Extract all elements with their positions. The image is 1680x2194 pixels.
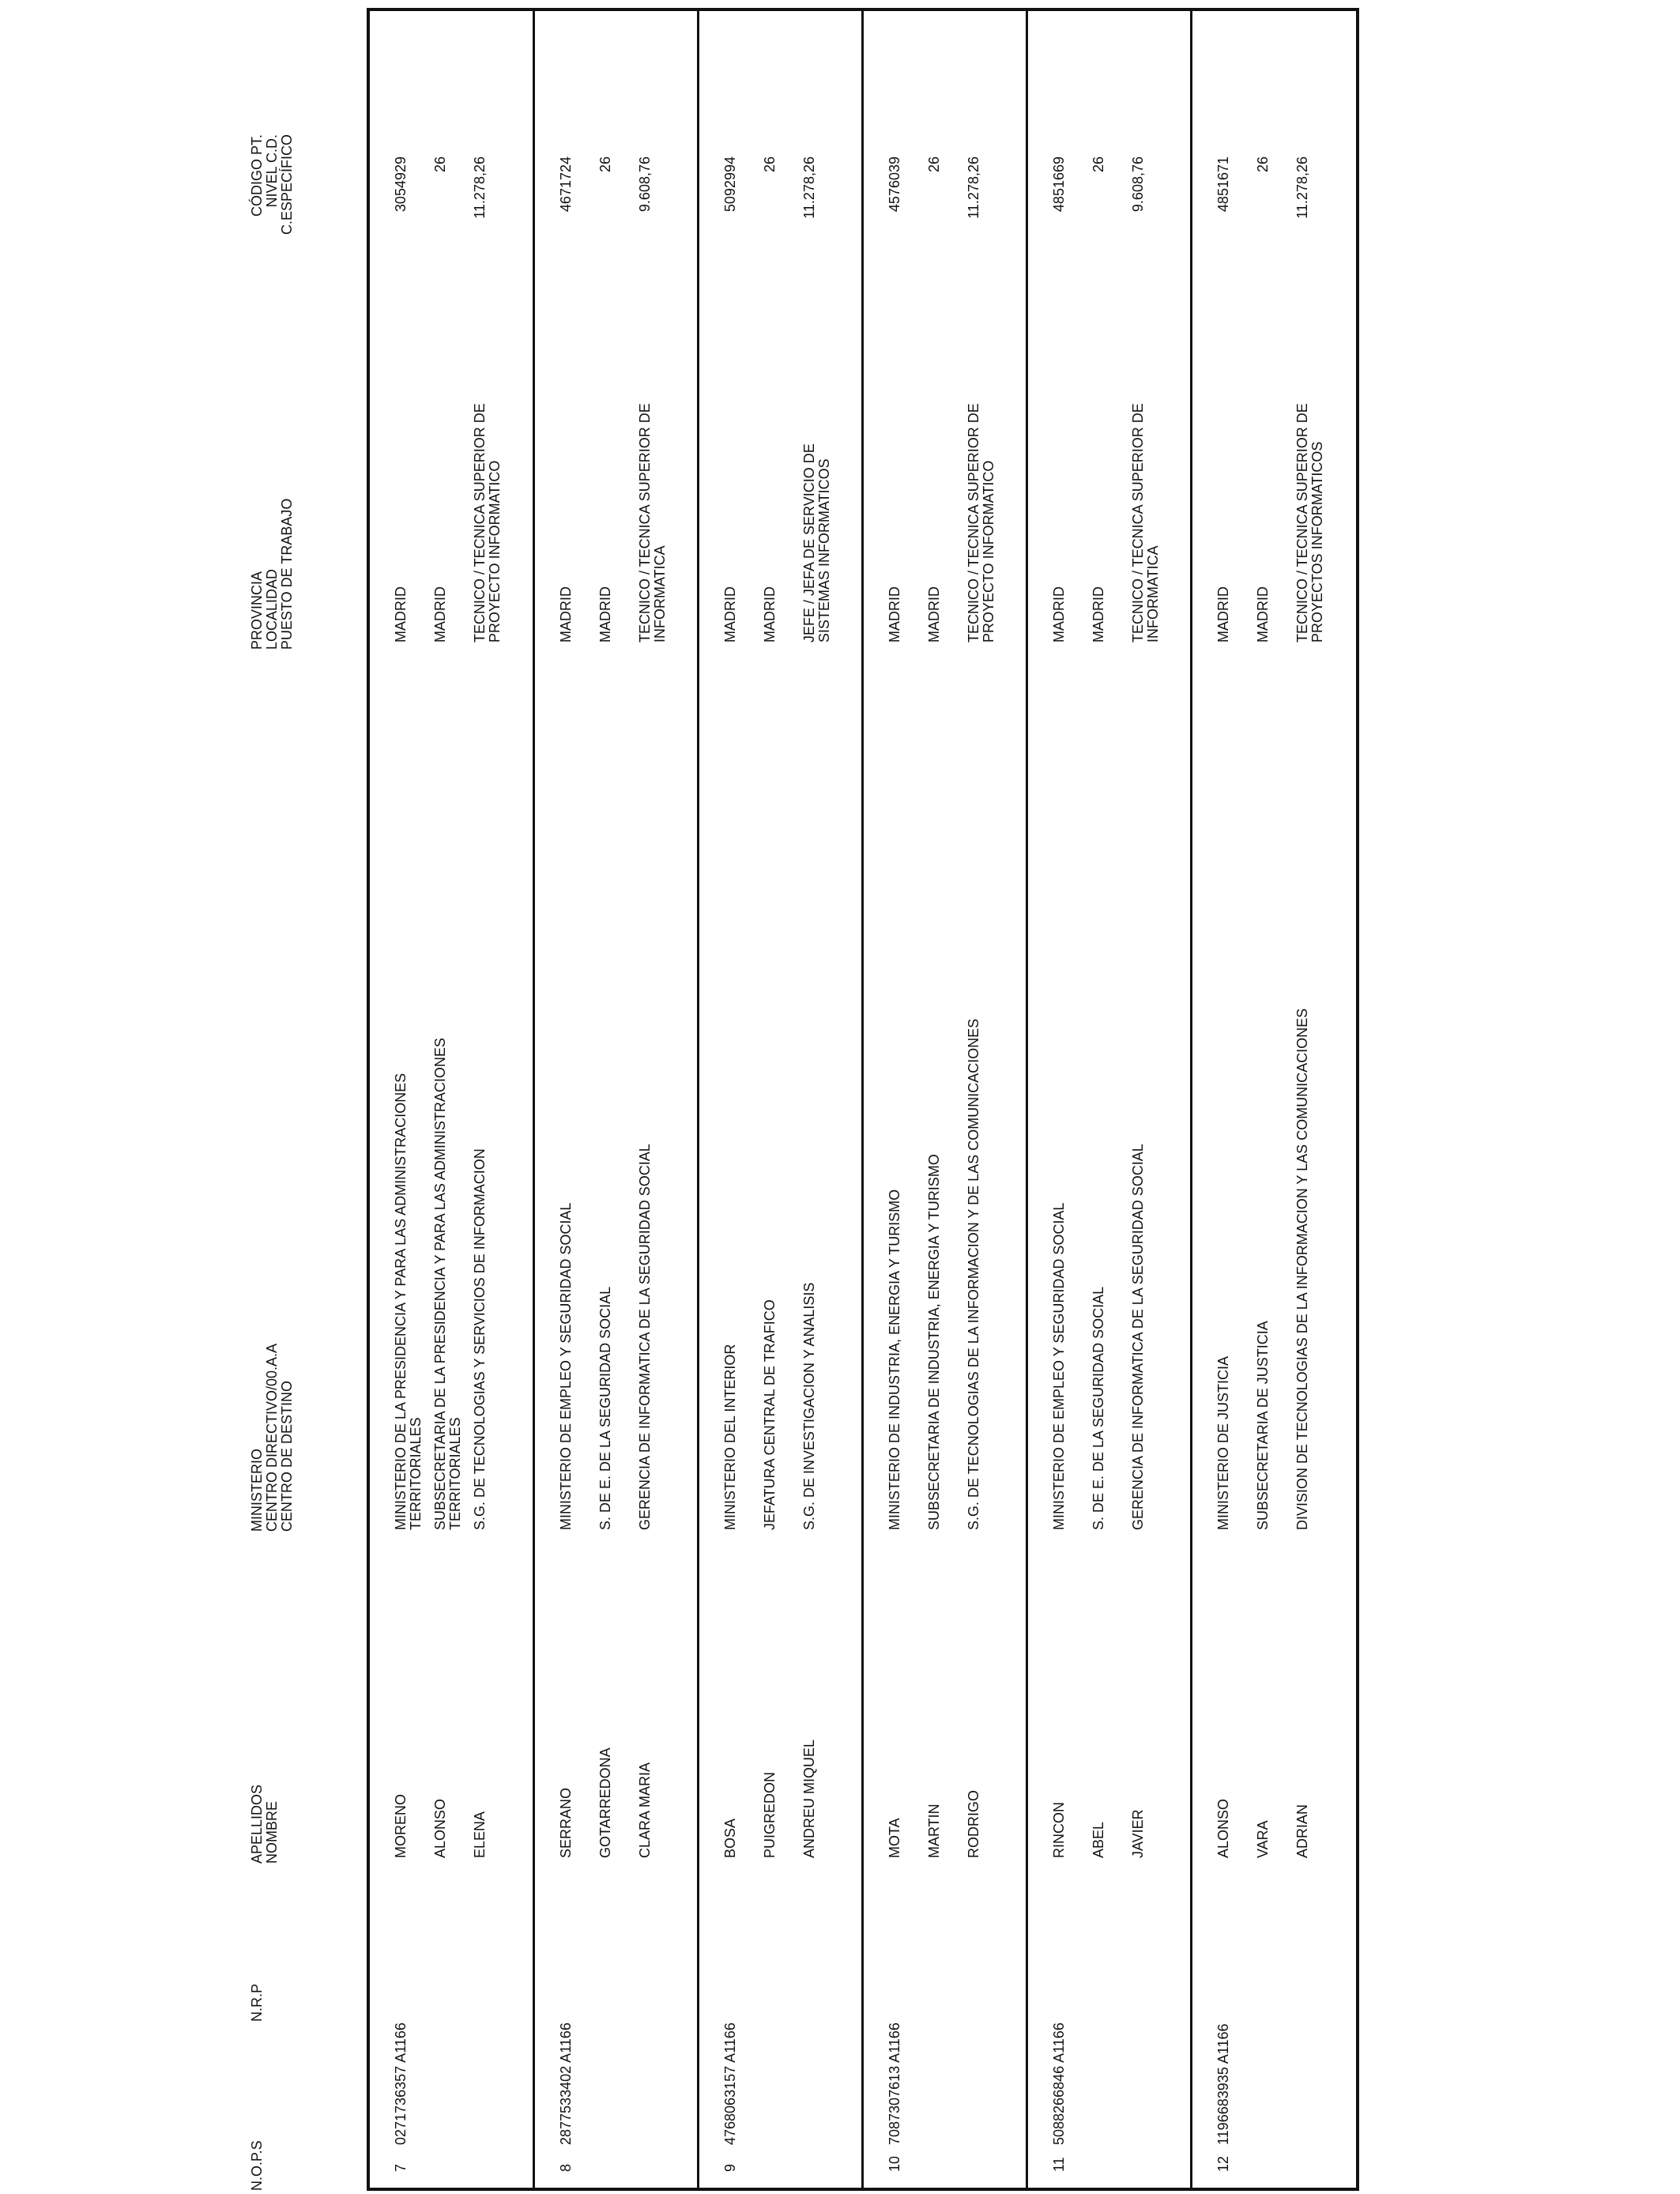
header-apellidos bbox=[250, 1785, 280, 1864]
row-puesto bbox=[638, 403, 668, 643]
row-centro-destino bbox=[802, 1283, 817, 1530]
row-puesto-line: INFORMATICA bbox=[1145, 545, 1161, 643]
row-puesto-line: PROYECTO INFORMATICO bbox=[487, 460, 503, 643]
header-puesto-line: PUESTO DE TRABAJO bbox=[279, 498, 295, 650]
row-apellido1: ALONSO bbox=[1215, 1798, 1231, 1858]
row-nombre: JAVIER bbox=[1130, 1809, 1146, 1858]
row-puesto-line: INFORMATICA bbox=[652, 545, 668, 643]
row-centro-directivo-line: TERRITORIALES bbox=[447, 1417, 463, 1530]
row-localidad: MADRID bbox=[1090, 586, 1106, 643]
row-ministerio bbox=[559, 1203, 574, 1530]
row-nops: 10 bbox=[887, 2155, 902, 2172]
row-apellido2: VARA bbox=[1255, 1820, 1271, 1858]
row-provincia: MADRID bbox=[1051, 586, 1067, 643]
row-centro-destino bbox=[473, 1148, 488, 1530]
header-provincia-line: PROVINCIA bbox=[249, 571, 265, 650]
row-provincia: MADRID bbox=[558, 586, 574, 643]
row-centro-directivo bbox=[1091, 1287, 1106, 1530]
row-puesto bbox=[1295, 403, 1325, 643]
row-provincia: MADRID bbox=[393, 586, 409, 643]
header-codigo-line: CÓDIGO PT. bbox=[249, 134, 265, 217]
row-provincia: MADRID bbox=[1215, 586, 1231, 643]
row-apellido2: PUIGREDON bbox=[762, 1771, 778, 1858]
row-apellido1: SERRANO bbox=[558, 1787, 574, 1858]
row-apellido2: ALONSO bbox=[432, 1798, 448, 1858]
row-ministerio-line: MINISTERIO DE LA PRESIDENCIA Y PARA LAS ADMINISTRACIONES bbox=[393, 1072, 409, 1530]
row-puesto-line: SISTEMAS INFORMATICOS bbox=[816, 458, 832, 643]
header-centro-directivo-line: CENTRO DIRECTIVO/00.A.A bbox=[264, 1343, 280, 1532]
row-localidad: MADRID bbox=[1255, 586, 1271, 643]
row-apellido1: RINCON bbox=[1051, 1802, 1067, 1858]
row-centro-destino bbox=[1295, 1008, 1310, 1530]
table-row bbox=[697, 11, 861, 2188]
header-nrp-label: N.R.P bbox=[249, 1983, 265, 2022]
header-ministerio bbox=[250, 1344, 295, 1532]
row-apellido2: MARTIN bbox=[926, 1804, 942, 1858]
row-centro-directivo bbox=[927, 1154, 942, 1530]
results-table bbox=[367, 8, 1359, 2191]
row-centro-directivo-line: SUBSECRETARIA DE LA PRESIDENCIA Y PARA LAS ADMINISTRACIONES bbox=[432, 1038, 448, 1530]
row-centro-directivo bbox=[1256, 1321, 1271, 1530]
header-especifico-line: C.ESPECÍFICO bbox=[279, 134, 295, 236]
header-nivel-line: NIVEL C.D. bbox=[264, 134, 280, 208]
row-ministerio-line: TERRITORIALES bbox=[408, 1417, 424, 1530]
row-nivel: 26 bbox=[762, 156, 778, 173]
row-nrp: 4768063157 A1166 bbox=[722, 2022, 738, 2145]
header-ministerio-line: MINISTERIO bbox=[249, 1448, 265, 1532]
row-centro-directivo-line: SUBSECRETARIA DE JUSTICIA bbox=[1255, 1321, 1271, 1530]
row-centro-destino-line: S.G. DE TECNOLOGIAS DE LA INFORMACION Y DE LAS COMUNICACIONES bbox=[966, 1018, 981, 1530]
row-especifico: 11.278,26 bbox=[966, 156, 981, 219]
header-nops bbox=[250, 2140, 265, 2191]
row-nops: 11 bbox=[1051, 2157, 1067, 2172]
row-ministerio bbox=[723, 1344, 738, 1530]
table-row bbox=[861, 11, 1026, 2188]
row-centro-destino bbox=[966, 1019, 981, 1530]
row-puesto-line: JEFE / JEFA DE SERVICIO DE bbox=[801, 443, 817, 643]
row-centro-destino-line: GERENCIA DE INFORMATICA DE LA SEGURIDAD SOCIAL bbox=[637, 1144, 653, 1530]
row-nops: 8 bbox=[558, 2163, 574, 2172]
row-nombre: ELENA bbox=[472, 1811, 488, 1858]
row-puesto-line: TECNICO / TECNICA SUPERIOR DE bbox=[637, 403, 653, 643]
row-codigo: 4851671 bbox=[1215, 156, 1231, 213]
row-centro-directivo bbox=[763, 1299, 778, 1530]
row-apellido1: BOSA bbox=[722, 1818, 738, 1858]
row-ministerio-line: MINISTERIO DE INDUSTRIA, ENERGIA Y TURISMO bbox=[887, 1189, 902, 1530]
row-provincia: MADRID bbox=[722, 586, 738, 643]
row-nivel: 26 bbox=[926, 156, 942, 173]
row-apellido2: ABEL bbox=[1090, 1821, 1106, 1858]
header-nops-label: N.O.P.S bbox=[249, 2140, 265, 2191]
row-codigo: 4576039 bbox=[887, 156, 902, 213]
row-puesto-line: PROYECTOS INFORMATICOS bbox=[1309, 441, 1325, 643]
row-nrp: 1196683935 A1166 bbox=[1215, 2023, 1231, 2145]
row-ministerio-line: MINISTERIO DE JUSTICIA bbox=[1215, 1355, 1231, 1530]
row-puesto bbox=[802, 443, 832, 643]
row-codigo: 5092994 bbox=[722, 156, 738, 213]
row-ministerio bbox=[394, 1073, 424, 1530]
header-nombre-line: NOMBRE bbox=[264, 1800, 280, 1864]
row-centro-directivo-line: JEFATURA CENTRAL DE TRAFICO bbox=[762, 1299, 778, 1530]
row-especifico: 9.608,76 bbox=[1130, 156, 1146, 213]
row-especifico: 11.278,26 bbox=[472, 156, 488, 219]
row-nrp: 0271736357 A1166 bbox=[393, 2022, 409, 2145]
row-centro-directivo-line: SUBSECRETARIA DE INDUSTRIA, ENERGIA Y TURISMO bbox=[926, 1154, 942, 1530]
row-puesto-line: TECNICO / TECNICA SUPERIOR DE bbox=[1294, 403, 1310, 643]
row-nivel: 26 bbox=[1090, 156, 1106, 173]
row-centro-destino bbox=[638, 1144, 653, 1530]
row-centro-directivo bbox=[433, 1038, 463, 1530]
row-centro-destino bbox=[1131, 1144, 1146, 1530]
row-centro-destino-line: S.G. DE INVESTIGACION Y ANALISIS bbox=[801, 1282, 817, 1530]
row-centro-destino-line: GERENCIA DE INFORMATICA DE LA SEGURIDAD SOCIAL bbox=[1130, 1144, 1146, 1530]
row-centro-directivo-line: S. DE E. DE LA SEGURIDAD SOCIAL bbox=[1090, 1286, 1106, 1530]
row-nombre: ANDREU MIQUEL bbox=[801, 1739, 817, 1858]
row-codigo: 4671724 bbox=[558, 156, 574, 213]
row-nops: 7 bbox=[393, 2163, 409, 2172]
row-centro-directivo-line: S. DE E. DE LA SEGURIDAD SOCIAL bbox=[597, 1286, 613, 1530]
row-apellido1: MORENO bbox=[393, 1794, 409, 1858]
row-puesto-line: PROYECTO INFORMATICO bbox=[981, 460, 996, 643]
row-nivel: 26 bbox=[432, 156, 448, 173]
row-puesto bbox=[1131, 403, 1161, 643]
row-codigo: 4851669 bbox=[1051, 156, 1067, 213]
table-row bbox=[1026, 11, 1190, 2188]
row-ministerio-line: MINISTERIO DE EMPLEO Y SEGURIDAD SOCIAL bbox=[558, 1202, 574, 1530]
row-codigo: 3054929 bbox=[393, 156, 409, 213]
header-provincia bbox=[250, 499, 295, 650]
row-puesto-line: TECNICO / TECNICA SUPERIOR DE bbox=[1130, 403, 1146, 643]
row-puesto bbox=[473, 403, 503, 643]
header-apellidos-line: APELLIDOS bbox=[249, 1784, 265, 1864]
row-ministerio-line: MINISTERIO DE EMPLEO Y SEGURIDAD SOCIAL bbox=[1051, 1202, 1067, 1530]
header-codigo bbox=[250, 134, 295, 329]
row-ministerio bbox=[887, 1189, 902, 1530]
table-row bbox=[533, 11, 697, 2188]
row-puesto-line: TECNICO / TECNICA SUPERIOR DE bbox=[472, 403, 488, 643]
row-localidad: MADRID bbox=[762, 586, 778, 643]
row-localidad: MADRID bbox=[597, 586, 613, 643]
row-localidad: MADRID bbox=[926, 586, 942, 643]
row-ministerio-line: MINISTERIO DEL INTERIOR bbox=[722, 1344, 738, 1530]
row-especifico: 11.278,26 bbox=[801, 156, 817, 219]
row-nombre: CLARA MARIA bbox=[637, 1762, 653, 1858]
row-nivel: 26 bbox=[1255, 156, 1271, 173]
row-nrp: 2877533402 A1166 bbox=[558, 2022, 574, 2145]
row-puesto-line: TECNICO / TECNICA SUPERIOR DE bbox=[966, 403, 981, 643]
header-nrp bbox=[250, 1984, 265, 2022]
row-especifico: 11.278,26 bbox=[1294, 156, 1310, 219]
row-nrp: 7087307613 A1166 bbox=[887, 2022, 902, 2145]
row-ministerio bbox=[1052, 1203, 1067, 1530]
row-nombre: RODRIGO bbox=[966, 1789, 981, 1858]
row-puesto bbox=[966, 403, 996, 643]
row-apellido2: GOTARREDONA bbox=[597, 1747, 613, 1858]
row-apellido1: MOTA bbox=[887, 1818, 902, 1858]
row-nivel: 26 bbox=[597, 156, 613, 173]
table-row bbox=[370, 11, 533, 2188]
row-nops: 9 bbox=[722, 2163, 738, 2172]
row-nombre: ADRIAN bbox=[1294, 1804, 1310, 1858]
row-centro-destino-line: S.G. DE TECNOLOGIAS Y SERVICIOS DE INFORMACION bbox=[472, 1148, 488, 1530]
table-row bbox=[1190, 11, 1356, 2188]
row-centro-destino-line: DIVISION DE TECNOLOGIAS DE LA INFORMACION Y LAS COMUNICACIONES bbox=[1294, 1008, 1310, 1530]
row-especifico: 9.608,76 bbox=[637, 156, 653, 213]
row-centro-directivo bbox=[598, 1287, 613, 1530]
row-nrp: 5088266846 A1166 bbox=[1051, 2022, 1067, 2145]
header-localidad-line: LOCALIDAD bbox=[264, 568, 280, 650]
row-localidad: MADRID bbox=[432, 586, 448, 643]
row-ministerio bbox=[1216, 1356, 1231, 1530]
row-nops: 12 bbox=[1215, 2155, 1231, 2172]
header-centro-destino-line: CENTRO DE DESTINO bbox=[279, 1380, 295, 1532]
row-provincia: MADRID bbox=[887, 586, 902, 643]
